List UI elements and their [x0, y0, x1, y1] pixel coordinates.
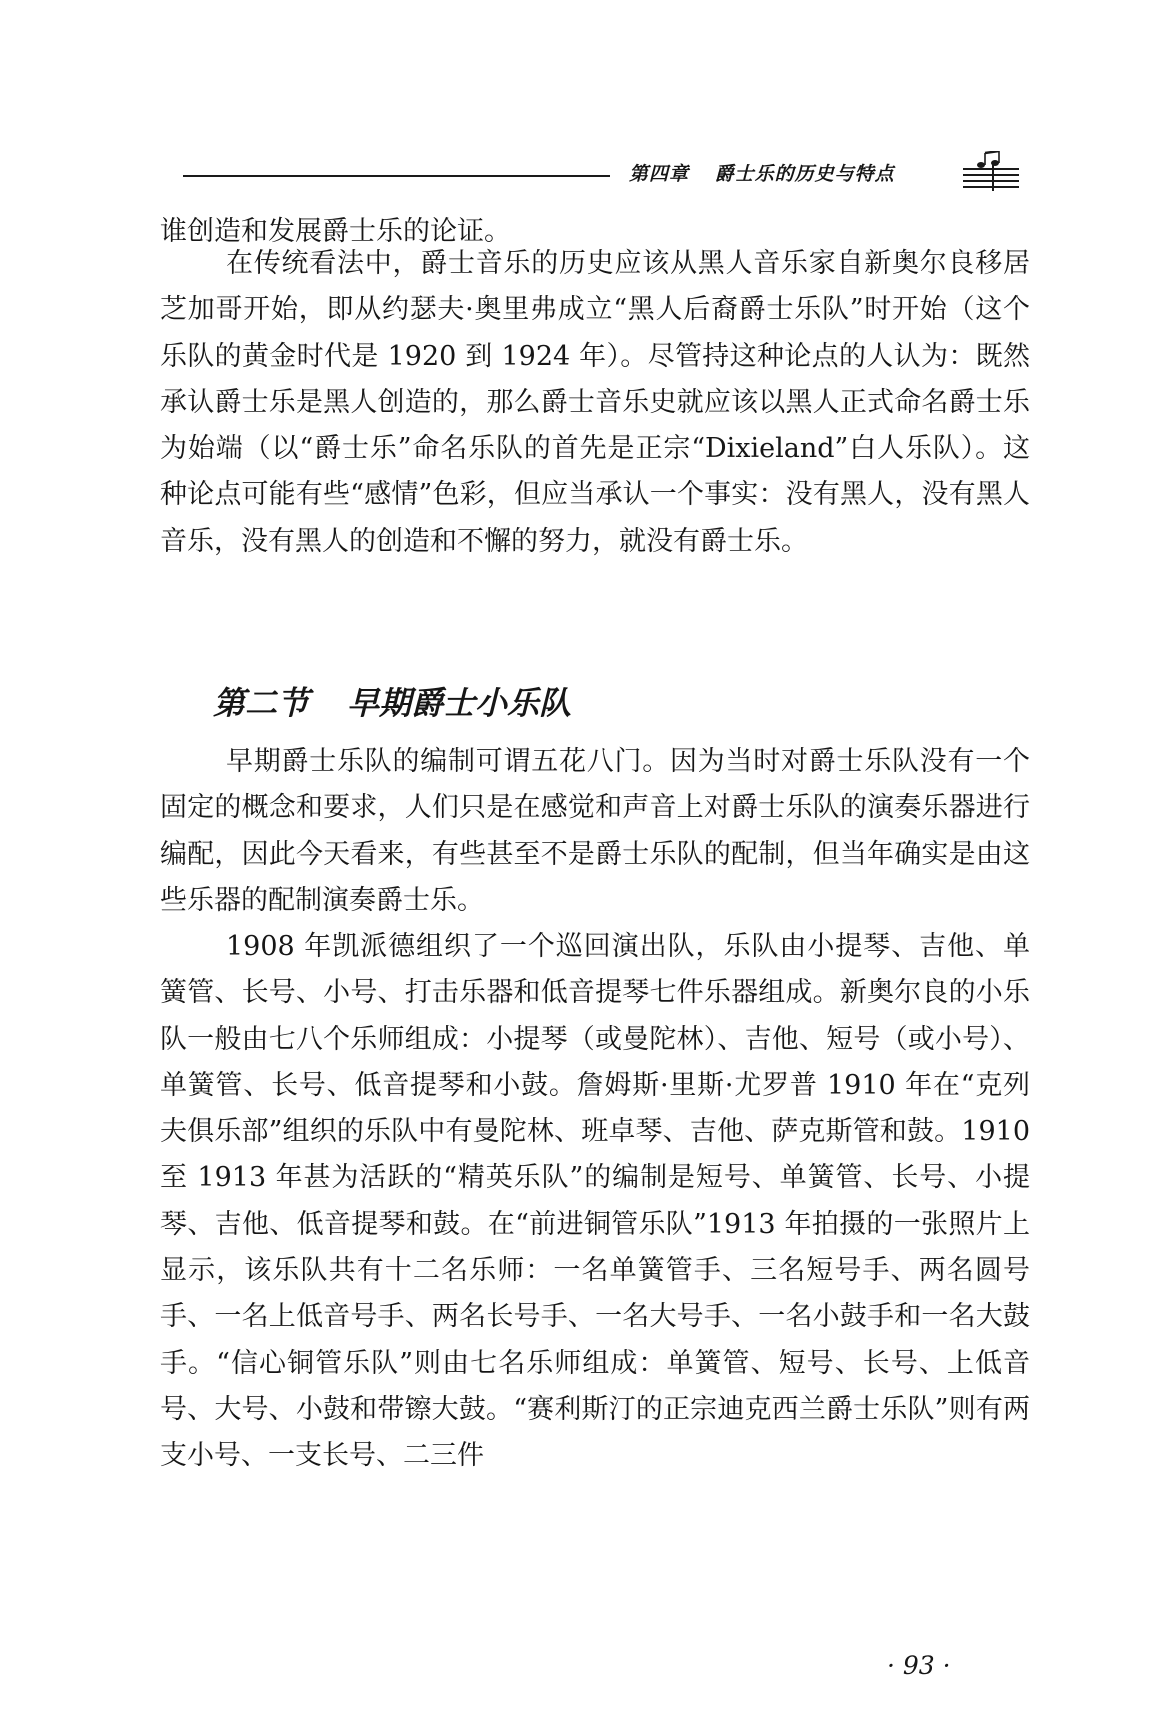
paragraph-traditional-view: 在传统看法中，爵士音乐的历史应该从黑人音乐家自新奥尔良移居芝加哥开始，即从约瑟夫·奥里弗成立“黑人后裔爵士乐队”时开始（这个乐队的黄金时代是 1920 到 1924 年）。尽管持这种论点的人认为：既然承认爵士乐是黑人创造的，那么爵士音乐史就应该以黑人正式命名爵士乐为始端（以“爵士乐”命名乐队的首先是正宗“Dixieland”白人乐队）。这种论点可能有些“感情”色彩，但应当承认一个事实：没有黑人，没有黑人音乐，没有黑人的创造和不懈的努力，就没有爵士乐。: [160, 248, 1030, 557]
running-header: [183, 155, 1021, 195]
section-number: 第二节: [213, 684, 310, 722]
running-head: [629, 159, 895, 186]
chapter-number: 第四章: [629, 163, 690, 185]
header-rule: [183, 175, 610, 177]
chapter-title: 爵士乐的历史与特点: [714, 163, 895, 185]
page-number: · 93 ·: [887, 1651, 951, 1680]
paragraph-band-formation: 早期爵士乐队的编制可谓五花八门。因为当时对爵士乐队没有一个固定的概念和要求，人们只是在感觉和声音上对爵士乐队的演奏乐器进行编配，因此今天看来，有些甚至不是爵士乐队的配制，但当年确实是由这些乐器的配制演奏爵士乐。: [160, 746, 1030, 916]
section-title: 早期爵士小乐队: [347, 684, 572, 722]
paragraph-continued: 谁创造和发展爵士乐的论证。: [160, 216, 511, 247]
section-heading: [213, 678, 571, 724]
music-staff-icon: [961, 151, 1021, 191]
paragraph-band-examples: 1908 年凯派德组织了一个巡回演出队，乐队由小提琴、吉他、单簧管、长号、小号、打击乐器和低音提琴七件乐器组成。新奥尔良的小乐队一般由七八个乐师组成：小提琴（或曼陀林）、吉他、短号（或小号）、单簧管、长号、低音提琴和小鼓。詹姆斯·里斯·尤罗普 1910 年在“克列夫俱乐部”组织的乐队中有曼陀林、班卓琴、吉他、萨克斯管和鼓。1910 至 1913 年甚为活跃的“精英乐队”的编制是短号、单簧管、长号、小提琴、吉他、低音提琴和鼓。在“前进铜管乐队”1913 年拍摄的一张照片上显示，该乐队共有十二名乐师：一名单簧管手、三名短号手、两名圆号手、一名上低音号手、两名长号手、一名大号手、一名小鼓手和一名大鼓手。“信心铜管乐队”则由七名乐师组成：单簧管、短号、长号、上低音号、大号、小鼓和带镲大鼓。“赛利斯汀的正宗迪克西兰爵士乐队”则有两支小号、一支长号、二三件: [160, 931, 1030, 1472]
